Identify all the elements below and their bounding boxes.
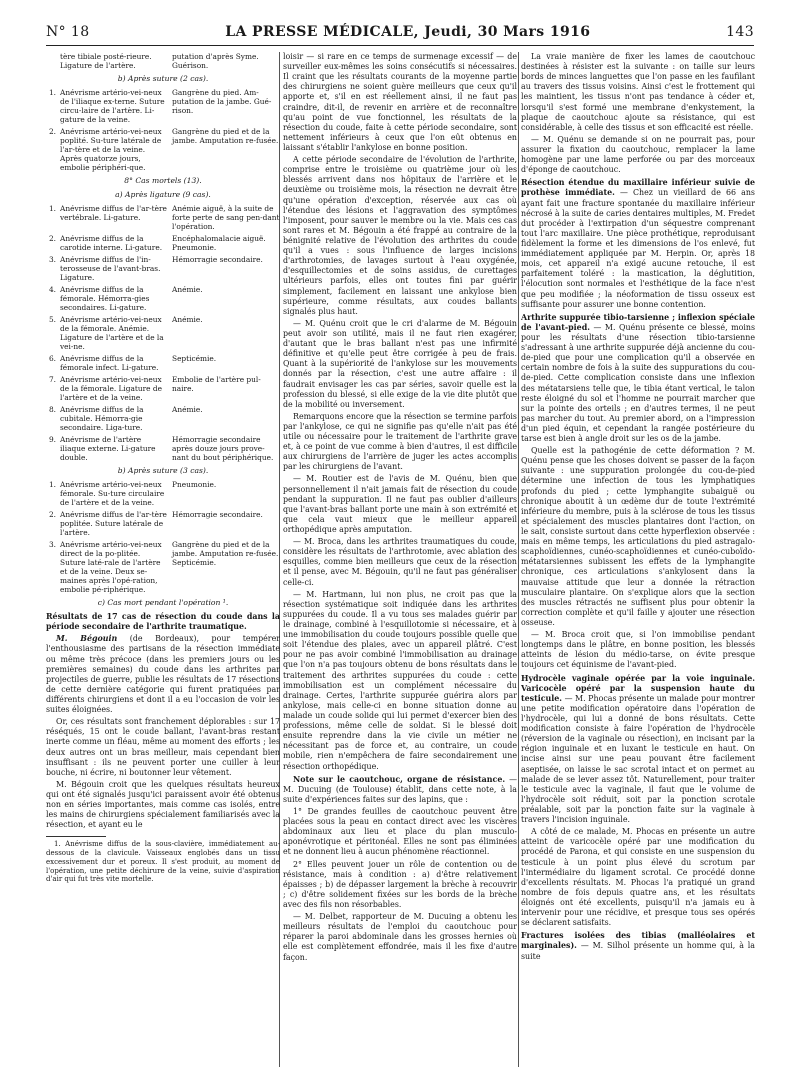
article-paragraph: — M. Broca croit que, si l'on immobilise pendant longtemps dans le plâtre, en bonne position, les blessés atteints de lésion du médio-tarse, on évite presque toujours cet équinisme de l'avant-pied. <box>521 630 755 670</box>
case-entry <box>46 435 280 462</box>
article-paragraph: — M. Hartmann, lui non plus, ne croit pas que la résection systématique soit indiquée dans les arthrites suppurées du coude. Il a vu tous ses malades guérir par le drainage, combiné à l'esquillotomie si nécessaire, et à une immobilisation du coude toujours possible quelle que soit l'étendue des plaies, avec un appareil plâtré. C'est pour ne pas avoir combiné l'immobilisation au drainage que l'on n'a pas toujours obtenu de bons résultats dans le traitement des arthrites suppurées du coude : cette immobilisation est un complément nécessaire du drainage. Certes, l'arthrite suppurée guérira alors par ankylose, mais celle-ci en bonne situation donne au malade un coude solide qui lui permet d'exercer bien des professions, même celle de soldat. Si le blessé doit ensuite reprendre dans la vie civile un métier ne nécessitant pas de force et, au contraire, un coude mobile, rien n'empêchera de faire secondairement une résection orthopédique. <box>283 589 517 771</box>
case-entry <box>46 540 280 594</box>
article-paragraph: 1° De grandes feuilles de caoutchouc peuvent être placées sous la peau en contact direct avec les viscères abdominaux aux lieu et place du plan musculo-aponévrotique et péritonéal. Elles ne sont pas éliminées et ne donnent lieu à aucun phénomène réactionnel. <box>283 806 517 857</box>
case-entry <box>46 375 280 402</box>
case-entry <box>46 204 280 231</box>
article-paragraph: Note sur le caoutchouc, organe de résistance. — M. Ducuing (de Toulouse) établit, dans cette note, à la suite d'expériences faites sur des lapins, que : <box>283 774 517 804</box>
column-divider <box>518 52 519 1067</box>
article-heading: Fractures isolées des tibias (malléolaires et marginales). <box>521 931 755 951</box>
article-paragraph: — M. Quénu croit que le cri d'alarme de M. Bégouin peut avoir son utilité, mais il ne faut rien exagérer, d'autant que le bras ballant n'est pas une infirmité définitive et qu'elle peut être corrigée à peu de frais. Quant à la supériorité de l'ankylose sur les mouvements donnés par la résection, c'est une autre affaire : il faudrait envisager les cas par séries, savoir quelle est la profession du blessé, si elle exige de la vie dite plutôt que de la mobilité ou inversement. <box>283 318 517 409</box>
case-outcome: Embolie de l'artère pul-naire. <box>172 375 261 394</box>
case-entry <box>46 234 280 252</box>
article-paragraph: 2° Elles peuvent jouer un rôle de contention ou de résistance, mais à condition : a) d'être relativement épaisses ; b) de dépasser largement la brèche à recouvrir ; c) d'être solidement fixées sur les bords de la brèche avec des fils non résorbables. <box>283 859 517 909</box>
case-lesion: Anévrisme artério-vei-neux de la fémorale. Anémie. Ligature de l'artère et de la vei-ne. <box>60 314 164 351</box>
case-outcome: Anémie. <box>172 284 203 294</box>
case-entry <box>46 510 280 537</box>
case-number: 1. <box>48 87 56 97</box>
case-lesion: Anévrisme diffus de la fémorale. Hémorra-gies secondaires. Li-gature. <box>60 284 150 312</box>
article-paragraph: Hydrocèle vaginale opérée par la voie inguinale. Varicocèle opéré par la suspension haute du testicule. — M. Phocas présente un malade pour montrer une petite modification opératoire dans l'opération de l'hydrocèle, qui lui a donné de bons résultats. Cette modification consiste à faire l'opération de l'hydrocèle (réversion de la vaginale ou résection), en incisant par la région inguinale et en luxant le testicule en haut. On incise ainsi sur une peau pouvant être facilement aseptisée, on laisse le sac scrotal intact et on permet au malade de se lever assez tôt. Naturellement, pour traiter le testicule avec la vaginale, il faut que le volume de l'hydrocèle soit réduit, soit par la ponction scrotale préalable, soit par la ponction faite sur la vaginale à travers l'incision inguinale. <box>521 673 755 825</box>
case-lesion: Anévrisme diffus de la fémorale infect. Li-gature. <box>60 353 159 372</box>
case-number: 3. <box>48 254 56 264</box>
case-entry <box>46 405 280 432</box>
article-paragraph: Or, ces résultats sont franchement déplorables : sur 17 réséqués, 15 ont le coude ballant, l'avant-bras restant inerte comme un fléau, même au moment des efforts ; les deux autres ont un bras meilleur, mais cependant bien insuffisant : ils ne peuvent porter une cuiller à leur bouche, ni écrire, ni boutonner leur vêtement. <box>46 717 280 777</box>
section-subheading: b) Après suture (3 cas). <box>117 466 209 476</box>
case-lesion: Anévrisme diffus de l'ar-tère vertébrale. Li-gature. <box>60 203 167 222</box>
case-lesion: Anévrisme diffus de l'ar-tère poplitée. Suture latérale de l'artère. <box>60 510 167 538</box>
case-outcome: Gangrène du pied. Am-putation de la jambe. Gué-rison. <box>172 87 272 115</box>
article-heading: Résection étendue du maxillaire inférieur suivie de prothèse immédiate. <box>521 178 755 198</box>
case-number: 5. <box>48 314 56 324</box>
case-lesion: Anévrisme de l'artère iliaque externe. Li-gature double. <box>60 435 156 463</box>
article-paragraph: A cette période secondaire de l'évolution de l'arthrite, comprise entre le troisième ou quatrième jour où les blessés arrivent dans nos hôpitaux de l'arrière et le deuxième ou troisième mois, la résection ne devrait être qu'une opération d'exception, réservée aux cas où l'étendue des lésions et l'aggravation des symptômes l'imposent, pour sauver le membre ou la vie. Mais ces cas sont rares et M. Bégouin a été frappé au contraire de la bénignité relative de l'évolution des arthrites du coude qu'il a vues : sous l'influence de larges incisions d'arthrotomies, de lavages surtout à l'eau oxygénée, d'esquillectomies et de soins assidus, de curettages ultérieurs parfois, elles ont toutes fini par guérir simplement, facilement en laissant une ankylose bien supérieure, comme résultats, aux coudes ballants signalés plus haut. <box>283 155 517 316</box>
case-outcome: Septicémie. <box>172 353 217 363</box>
case-entry <box>46 255 280 282</box>
case-lesion: Anévrisme diffus de la carotide interne. Li-gature. <box>60 233 163 252</box>
case-outcome: Anémie aiguë, à la suite de forte perte de sang pen-dant l'opération. <box>172 203 280 231</box>
article-paragraph: M. Bégouin (de Bordeaux), pour tempérer l'enthousiasme des partisans de la résection immédiate ou même très précoce (dans les premiers jours ou les premières semaines) du coude dans les arthrites par projectiles de guerre, publie les résultats de 17 résections de cette dernière catégorie qui furent pratiquées par différents chirurgiens et dont il a eu l'occasion de voir les suites éloignées. <box>46 634 280 715</box>
case-number: 2. <box>48 126 56 136</box>
journal-title: LA PRESSE MÉDICALE, Jeudi, 30 Mars 1916 <box>225 24 591 40</box>
case-number: 2. <box>48 510 56 520</box>
case-number: 3. <box>48 540 56 550</box>
case-outcome: Hémorragie secondaire. <box>172 254 263 264</box>
article-paragraph: — M. Routier est de l'avis de M. Quénu, bien que personnellement il n'ait jamais fait de résection du coude pendant la suppuration. Il ne faut pas oublier d'ailleurs que l'avant-bras ballant porte une main à son extrémité et que cela vaut mieux que le meilleur appareil orthopédique après amputation. <box>283 474 517 535</box>
column-1 <box>46 52 280 1074</box>
case-lesion: Anévrisme artério-vei-neux fémorale. Su-ture circulaire de l'artère et de la veine. <box>60 480 165 508</box>
issue-number: N° 18 <box>46 24 90 40</box>
article-paragraph: Remarquons encore que la résection se termine parfois par l'ankylose, ce qui ne signifie pas qu'elle n'ait pas été utile ou nécessaire pour le traitement de l'arthrite grave et, à ce point de vue comme à bien d'autres, il est difficile aux chirurgiens de l'arrière de juger les actes accomplis par les chirurgiens de l'avant. <box>283 411 517 472</box>
case-number: 2. <box>48 233 56 243</box>
article-paragraph: Fractures isolées des tibias (malléolaires et marginales). — M. Silhol présente un homme qui, à la suite <box>521 931 755 961</box>
case-outcome: Anémie. <box>172 314 203 324</box>
article-paragraph: — M. Delbet, rapporteur de M. Ducuing a obtenu les meilleurs résultats de l'emploi du caoutchouc pour réparer la paroi abdominale dans les grosses hernies où elle est complètement effondrée, mais il les fixe d'autre façon. <box>283 912 517 962</box>
case-lesion: Anévrisme artério-vei-neux direct de la po-plitée. Suture laté-rale de l'artère et de la veine. Deux se-maines après l'opé-ration, embolie pé-riphérique. <box>60 540 162 595</box>
case-number: 4. <box>48 284 56 294</box>
case-outcome: Hémorragie secondaire. <box>172 510 263 520</box>
footnote: 1. Anévrisme diffus de la sous-clavière, immédiatement au-dessous de la clavicule. Vaisseaux englobés dans un tissu excessivement dur et poreux. Il s'est produit, au moment de l'opération, une petite déchirure de la veine, suivie d'aspiration d'air qui fut très vite mortelle. <box>46 840 280 884</box>
article-paragraph: M. Bégouin croit que les quelques résultats heureux qui ont été signalés jusqu'ici paraissent avoir été obtenus non en séries importantes, mais comme cas isolés, entre les mains de chirurgiens spécialement familiarisés avec la résection, et ayant eu le <box>46 779 280 830</box>
case-number: 9. <box>48 435 56 445</box>
article-paragraph: — M. Broca, dans les arthrites traumatiques du coude, considère les résultats de l'arthrotomie, avec ablation des esquilles, comme bien meilleurs que ceux de la résection et il pense, avec M. Bégouin, qu'il ne faut pas généraliser celle-ci. <box>283 537 517 587</box>
case-entry <box>46 480 280 507</box>
article-heading: Arthrite suppurée tibio-tarsienne ; inflexion spéciale de l'avant-pied. <box>521 312 755 332</box>
article-paragraph: A côté de ce malade, M. Phocas en présente un autre atteint de varicocèle opéré par une modification du procédé de Parona, et qui consiste en une suspension du testicule à un point plus élevé du scrotum par l'intermédiaire du ligament scrotal. Ce procédé donne d'excellents résultats. M. Phocas l'a pratiqué un grand nombre de fois depuis quatre ans, et les résultats éloignés ont été excellents, puisqu'il n'a jamais eu à intervenir pour une récidive, et presque tous ses opérés se déclarent satisfaits. <box>521 827 755 928</box>
case-outcome: Pneumonie. <box>172 480 217 490</box>
column-3 <box>521 52 755 1074</box>
article-heading: Note sur le caoutchouc, organe de résistance. <box>293 774 506 784</box>
case-number: 8. <box>48 405 56 415</box>
header-rule <box>46 45 754 46</box>
case-entry <box>46 52 280 70</box>
section-subheading: b) Après suture (2 cas). <box>117 74 209 84</box>
page-number: 143 <box>726 24 754 40</box>
footnote-rule <box>46 836 106 837</box>
case-outcome: Hémorragie secondaire après douze jours prove-nant du bout périphérique. <box>172 435 274 463</box>
case-outcome: Gangrène du pied et de la jambe. Amputation re-fusée. Septicémie. <box>172 540 279 568</box>
case-lesion: Anévrisme diffus de l'in-terosseuse de l'avant-bras. Ligature. <box>60 254 161 282</box>
case-entry <box>46 88 280 124</box>
article-paragraph: Quelle est la pathogénie de cette déformation ? M. Quénu pense que les choses doivent se passer de la façon suivante : une suppuration prolongée du cou-de-pied détermine une infection de tous les lymphatiques profonds du pied ; cette lymphangite subaiguë ou chronique aboutit à un œdème dur de toute l'extrémité inférieure du membre, puis à la sclérose de tous les tissus et spécialement des muscles plantaires dont l'action, on le sait, consiste surtout dans cette hyperflexion observée : mais en même temps, les articulations du pied astragalo-scaphoïdiennes, cunéo-scaphoïdiennes et cunéo-cuboïdo-métatarsiennes subissent les effets de la lymphangite chronique, ces articulations s'ankylosent dans la mauvaise attitude que leur a donnée la rétraction musculaire plantaire. On s'explique alors que la section des muscles rétractés ne suffisent plus pour obtenir la correction complète et qu'il faille y ajouter une résection osseuse. <box>521 446 755 628</box>
case-entry <box>46 285 280 312</box>
case-outcome: putation d'après Syme. Guérison. <box>172 52 259 71</box>
case-lesion: tère tibiale posté-rieure. Ligature de l'artère. <box>60 52 152 71</box>
case-number: 1. <box>48 480 56 490</box>
article-heading: Résultats de 17 cas de résection du coude dans la période secondaire de l'arthrite traumatique. <box>46 612 280 632</box>
article-heading: Hydrocèle vaginale opérée par la voie inguinale. Varicocèle opéré par la suspension haute du testicule. <box>521 673 755 703</box>
section-subheading: c) Cas mort pendant l'opération ¹. <box>97 598 229 608</box>
section-subheading: a) Après ligature (9 cas). <box>115 189 211 199</box>
case-outcome: Encéphalomalacie aiguë. Pneumonie. <box>172 233 266 252</box>
case-lesion: Anévrisme artério-vei-neux de la fémorale. Ligature de l'artère et de la veine. <box>60 375 163 403</box>
article-paragraph: Résection étendue du maxillaire inférieur suivie de prothèse immédiate. — Chez un vieillard de 66 ans ayant fait une fracture spontanée du maxillaire inférieur nécrosé à la suite de caries dentaires multiples, M. Fredet dut procéder à l'extirpation d'un séquestre comprenant tout l'arc maxillaire. Une pièce prothétique, reproduisant fidèlement la forme et les dimensions de l'os enlevé, fut immédiatement appliquée par M. Herpin. Or, après 18 mois, cet appareil n'a exigé aucune retouche, il est parfaitement toléré : la mastication, la déglutition, l'élocution sont normales et l'esthétique de la face n'est que peu modifiée ; la néoformation de tissu osseux est suffisante pour assurer une bonne contention. <box>521 178 755 309</box>
case-lesion: Anévrisme diffus de la cubitale. Hémorra-gie secondaire. Liga-ture. <box>60 405 144 433</box>
case-entry <box>46 315 280 351</box>
page-header <box>46 20 754 44</box>
case-list <box>46 480 280 594</box>
case-number: 6. <box>48 353 56 363</box>
case-entry <box>46 127 280 172</box>
case-lesion: Anévrisme artério-vei-neux poplité. Su-ture latérale de l'ar-tère et de la veine. Après quatorze jours, embolie périphéri-que. <box>60 126 162 173</box>
article-paragraph: — M. Quénu se demande si on ne pourrait pas, pour assurer la fixation du caoutchouc, remplacer la lame homogène par une lame perforée ou par des morceaux d'éponge de caoutchouc. <box>521 134 755 175</box>
section-subheading: 8° Cas mortels (13). <box>124 176 202 186</box>
article-paragraph: La vraie manière de fixer les lames de caoutchouc destinées à résister est la suivante : on taille sur leurs bords de minces languettes que l'on passe en les faufilant au travers des tissus voisins. Ainsi c'est le frottement qui les maintient, les tissus n'ont pas tendance à céder et, lorsqu'il s'est formé une membrane d'enkystement, la plaque de caoutchouc ajoute sa résistance, qui est considérable, à celle des tissus et son efficacité est réelle. <box>521 52 755 132</box>
case-outcome: Anémie. <box>172 405 203 415</box>
case-list <box>46 88 280 172</box>
case-entry <box>46 354 280 372</box>
column-2 <box>283 52 517 1074</box>
case-outcome: Gangrène du pied et de la jambe. Amputation re-fusée. <box>172 126 279 145</box>
article-paragraph: loisir — si rare en ce temps de surmenage excessif — de surveiller eux-mêmes les soins consécutifs si nécessaires. Il craint que les résultats courants de la moyenne partie des chirurgiens ne soient guère meilleurs que ceux qu'il apporte et, s'il en est réellement ainsi, il ne faut pas craindre, dit-il, de revenir en arrière et de reconnaître qu'au point de vue fonctionnel, les résultats de la résection du coude, faite à cette période secondaire, sont nettement inférieurs à ceux que l'on eût obtenus en laissant s'établir l'ankylose en bonne position. <box>283 52 517 152</box>
case-list <box>46 204 280 463</box>
case-number: 7. <box>48 375 56 385</box>
case-lesion: Anévrisme artério-vei-neux de l'iliaque ex-terne. Suture circu-laire de l'artère. Li-gature de la veine. <box>60 87 165 124</box>
case-number: 1. <box>48 203 56 213</box>
article-paragraph: Arthrite suppurée tibio-tarsienne ; inflexion spéciale de l'avant-pied. — M. Quénu présente ce blessé, moins pour les résultats d'une résection tibio-tarsienne s'adressant à une arthrite suppurée déjà ancienne du cou-de-pied que pour une complication qu'il a observée en certain nombre de fois à la suite des suppurations du cou-de-pied. Cette complication consiste dans une inflexion des métatarsiens telle que, le tibia étant vertical, le talon reste éloigné du sol et l'homme ne pourrait marcher que sur la pointe des orteils ; en d'autres termes, il ne peut pas marcher du tout. Au premier abord, on a l'impression d'un pied équin, et cependant la rangée postérieure du tarse est bien à angle droit sur les os de la jambe. <box>521 312 755 444</box>
